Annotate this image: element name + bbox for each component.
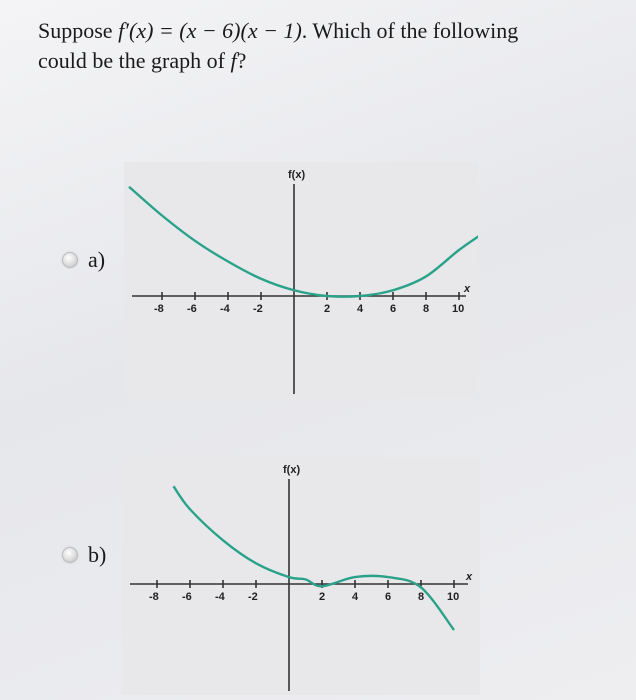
option-a[interactable] bbox=[62, 247, 105, 273]
function-curve bbox=[129, 187, 478, 297]
question-suffix: ? bbox=[236, 48, 247, 73]
x-tick-label: -2 bbox=[248, 591, 258, 603]
x-tick-label: 8 bbox=[423, 303, 430, 315]
x-tick-label: 2 bbox=[324, 303, 331, 315]
x-tick-label: -8 bbox=[154, 303, 164, 315]
x-tick-label: 6 bbox=[385, 591, 392, 603]
question-middle: . Which of the following bbox=[301, 18, 519, 43]
x-tick-label: -2 bbox=[253, 303, 263, 315]
x-tick-label: -8 bbox=[149, 591, 159, 603]
question-line2: could be the graph of bbox=[38, 48, 225, 73]
question-prefix: Suppose bbox=[38, 18, 113, 43]
x-tick-label: 10 bbox=[452, 303, 465, 315]
x-tick-label: 10 bbox=[447, 591, 460, 603]
x-tick-label: 2 bbox=[319, 591, 326, 603]
x-tick-label: -4 bbox=[220, 303, 230, 315]
function-curve bbox=[174, 486, 455, 630]
x-tick-label: 8 bbox=[418, 591, 425, 603]
question-text bbox=[38, 16, 598, 76]
radio-button-b[interactable] bbox=[62, 547, 78, 563]
option-label-a: a) bbox=[88, 247, 106, 272]
option-label-b: b) bbox=[88, 542, 107, 567]
x-axis-label: x bbox=[466, 571, 473, 583]
x-tick-label: -4 bbox=[215, 591, 225, 603]
radio-button-a[interactable] bbox=[62, 252, 78, 268]
graph-a bbox=[124, 162, 478, 398]
x-tick-label: 4 bbox=[357, 303, 364, 315]
x-tick-label: -6 bbox=[182, 591, 192, 603]
graph-a-svg bbox=[124, 162, 478, 398]
graph-b-svg bbox=[122, 457, 480, 695]
x-tick-label: 6 bbox=[390, 303, 397, 315]
x-tick-label: -6 bbox=[187, 303, 197, 315]
y-axis-label: f(x) bbox=[283, 464, 301, 476]
x-tick-label: 4 bbox=[352, 591, 359, 603]
option-b[interactable] bbox=[62, 542, 106, 568]
y-axis-label: f(x) bbox=[288, 169, 306, 181]
graph-b bbox=[122, 457, 480, 695]
question-function-name: f bbox=[230, 48, 237, 73]
question-formula: f′(x) = (x − 6)(x − 1) bbox=[118, 18, 302, 43]
x-axis-label: x bbox=[464, 283, 471, 295]
